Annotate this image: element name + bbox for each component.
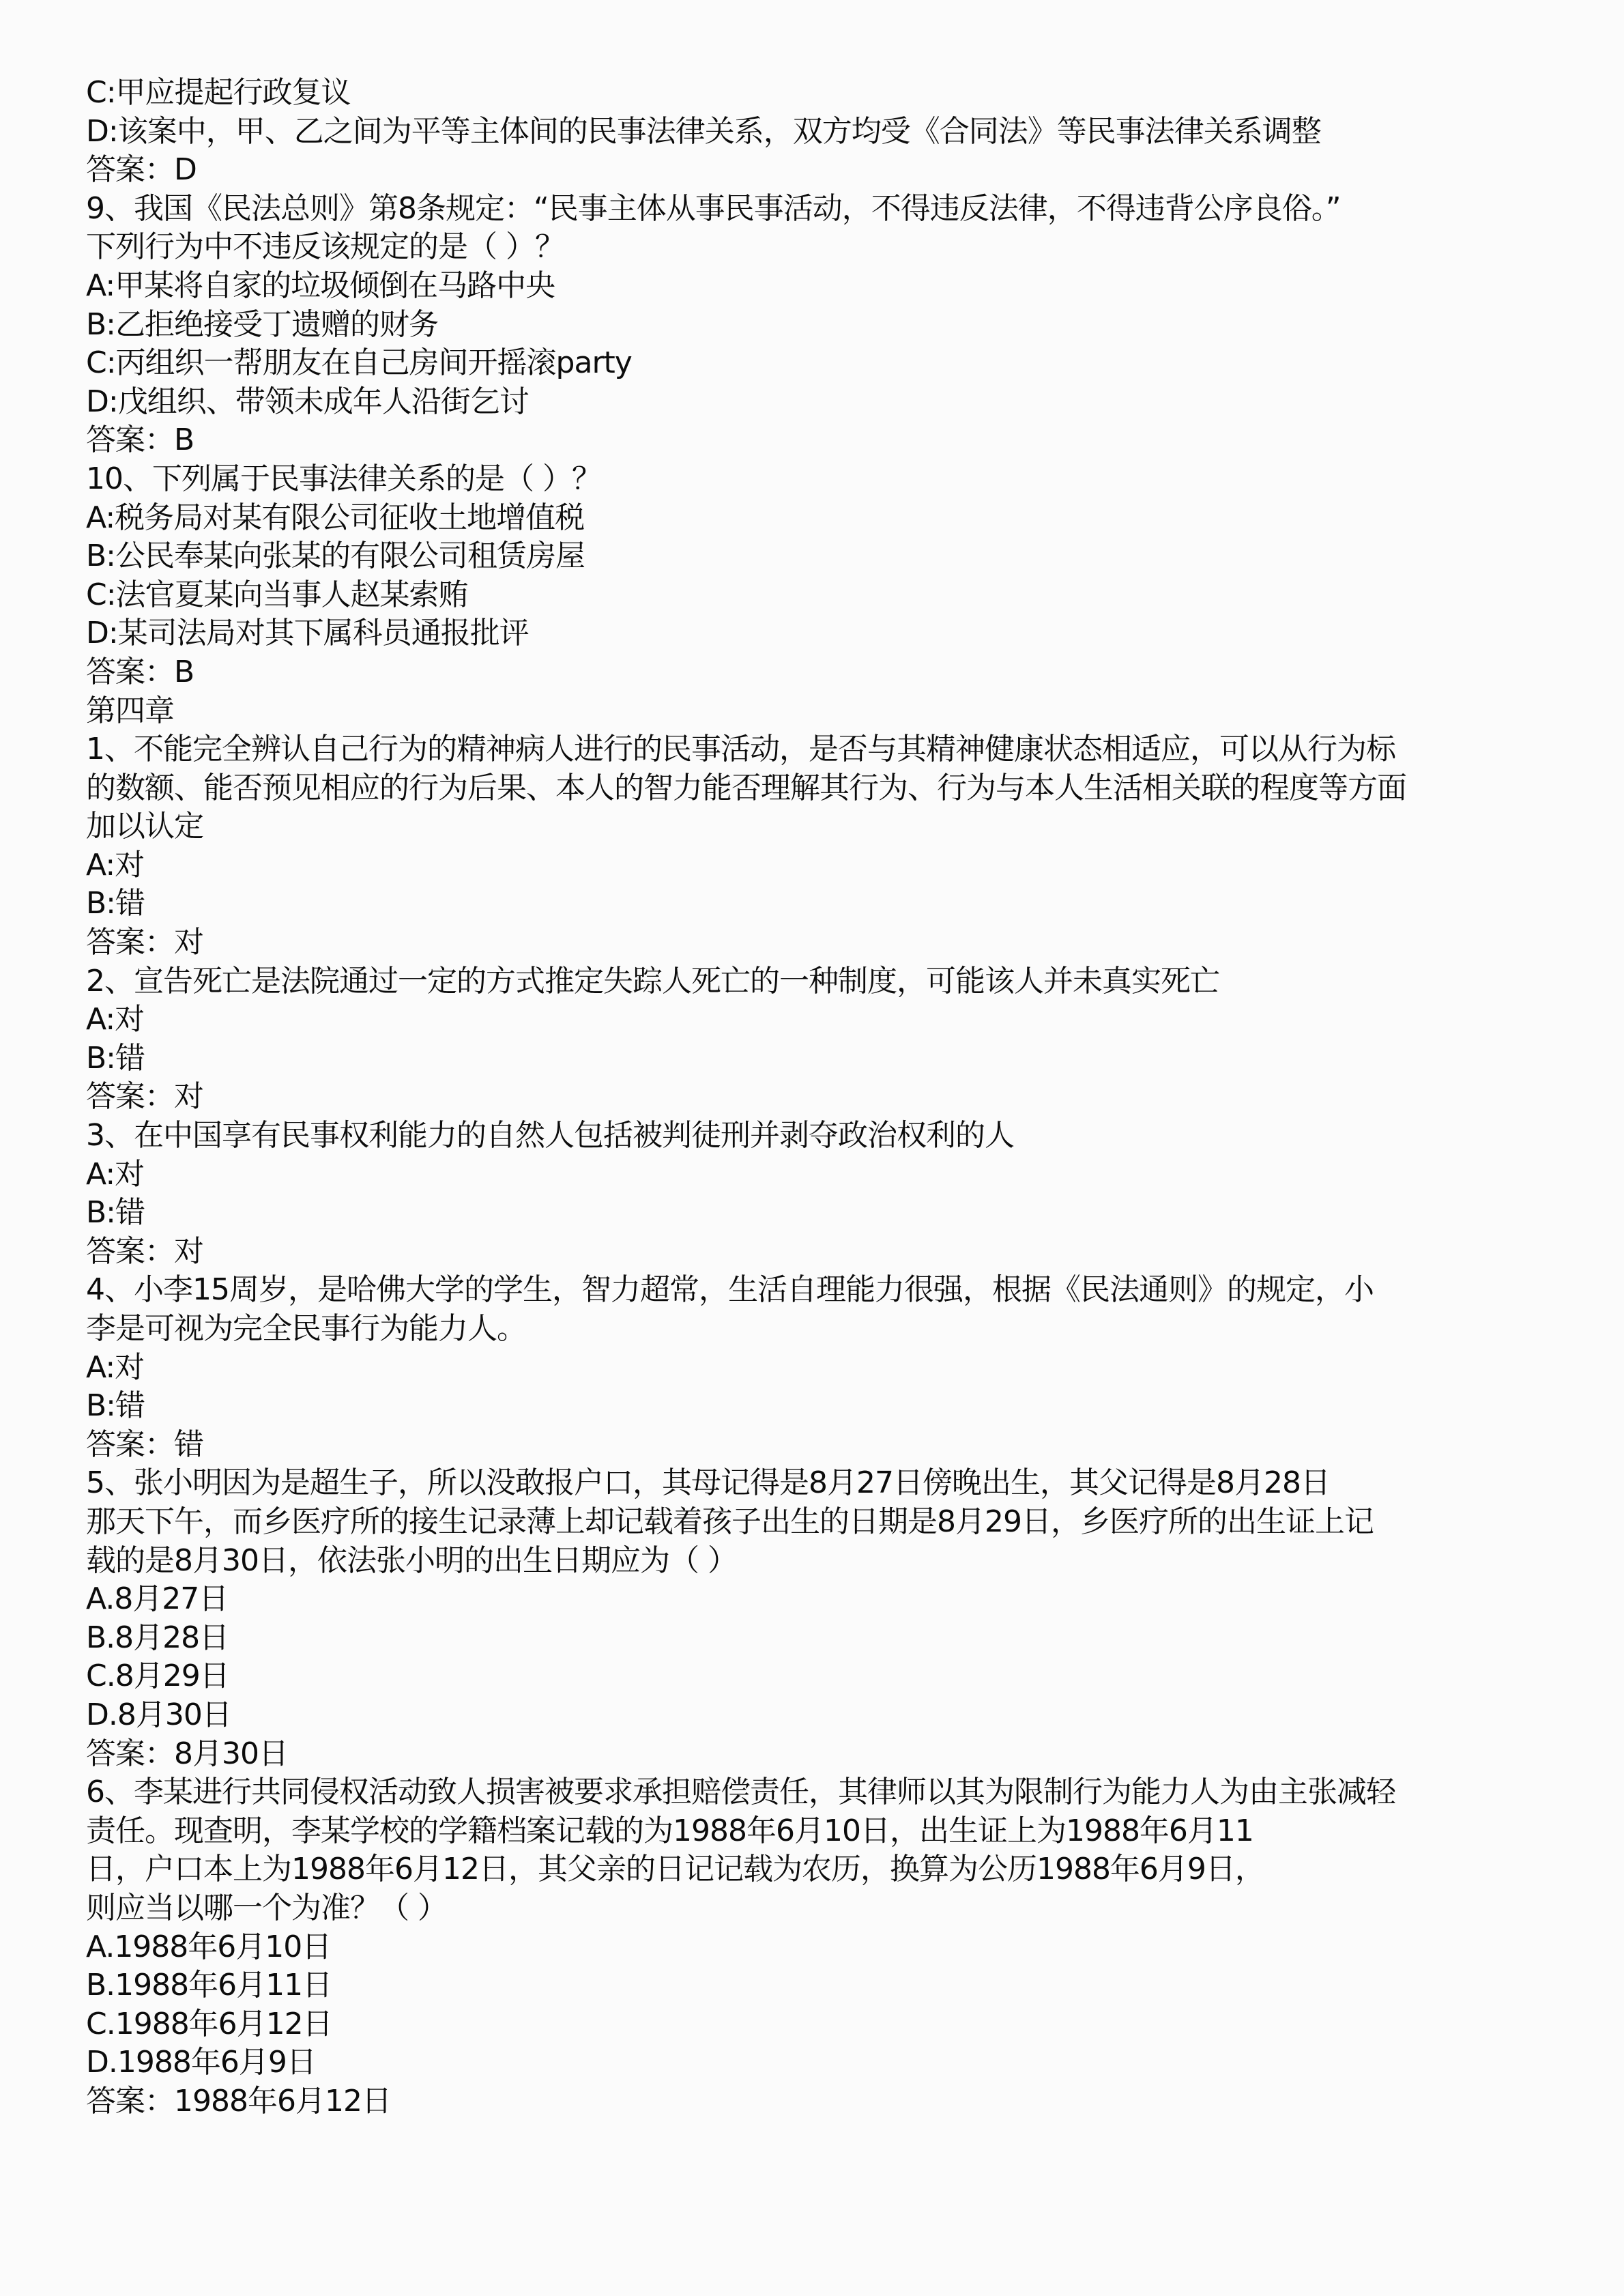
text-line: 答案：对 xyxy=(86,925,203,960)
text-line: 答案：D xyxy=(86,152,197,188)
text-line: 那天下午，而乡医疗所的接生记录薄上却记载着孩子出生的日期是8月29日，乡医疗所的出生证上记 xyxy=(86,1504,1374,1539)
text-line: C.1988年6月12日 xyxy=(86,2006,332,2041)
text-line: B:公民奉某向张某的有限公司租赁房屋 xyxy=(86,539,585,574)
text-line: A:税务局对某有限公司征收土地增值税 xyxy=(86,500,585,535)
text-line: 答案：B xyxy=(86,422,194,458)
text-line: D:该案中，甲、乙之间为平等主体间的民事法律关系，双方均受《合同法》等民事法律关系调整 xyxy=(86,113,1321,149)
text-line: B.8月28日 xyxy=(86,1620,229,1655)
text-line: 9、我国《民法总则》第8条规定：“民事主体从事民事活动，不得违反法律，不得违背公序良俗。” xyxy=(86,190,1341,226)
text-line: 答案：1988年6月12日 xyxy=(86,2083,391,2119)
text-line: B:错 xyxy=(86,886,145,921)
text-line: B:错 xyxy=(86,1388,145,1424)
text-line: 则应当以哪一个为准？（ ） xyxy=(86,1890,447,1925)
text-line: C:法官夏某向当事人赵某索贿 xyxy=(86,577,468,612)
text-line: 答案：B xyxy=(86,654,194,689)
text-line: C:丙组织一帮朋友在自己房间开摇滚party xyxy=(86,345,632,381)
text-line: 答案：8月30日 xyxy=(86,1736,288,1771)
text-line: B.1988年6月11日 xyxy=(86,1968,332,2003)
text-line: 答案：对 xyxy=(86,1233,203,1269)
text-line: B:乙拒绝接受丁遗赠的财务 xyxy=(86,306,439,342)
text-line: A:对 xyxy=(86,1349,145,1385)
text-line: 日，户口本上为1988年6月12日，其父亲的日记记载为农历，换算为公历1988年6月9日， xyxy=(86,1852,1264,1887)
text-line: 下列行为中不违反该规定的是（ ）？ xyxy=(86,229,564,265)
text-line: 加以认定 xyxy=(86,809,203,844)
text-line: A:对 xyxy=(86,1156,145,1192)
text-line: A.1988年6月10日 xyxy=(86,1929,332,1964)
text-line: D:某司法局对其下属科员通报批评 xyxy=(86,616,529,651)
text-line: 6、李某进行共同侵权活动致人损害被要求承担赔偿责任，其律师以其为限制行为能力人为由主张减轻 xyxy=(86,1775,1395,1810)
text-line: B:错 xyxy=(86,1195,145,1231)
text-line: 2、宣告死亡是法院通过一定的方式推定失踪人死亡的一种制度，可能该人并未真实死亡 xyxy=(86,963,1219,999)
text-line: C:甲应提起行政复议 xyxy=(86,75,351,110)
text-line: D:戊组织、带领未成年人沿街乞讨 xyxy=(86,384,529,419)
text-line: D.1988年6月9日 xyxy=(86,2045,316,2080)
text-line: 的数额、能否预见相应的行为后果、本人的智力能否理解其行为、行为与本人生活相关联的程度等方面 xyxy=(86,770,1406,805)
text-line: 李是可视为完全民事行为能力人。 xyxy=(86,1311,526,1346)
text-line: 第四章 xyxy=(86,693,174,728)
text-line: A.8月27日 xyxy=(86,1581,229,1617)
text-line: 10、下列属于民事法律关系的是（ ）？ xyxy=(86,461,601,496)
text-line: A:甲某将自家的垃圾倾倒在马路中央 xyxy=(86,268,555,303)
text-line: D.8月30日 xyxy=(86,1697,231,1732)
text-line: 责任。现查明，李某学校的学籍档案记载的为1988年6月10日，出生证上为1988年6月11 xyxy=(86,1813,1253,1848)
text-line: 5、张小明因为是超生子，所以没敢报户口，其母记得是8月27日傍晚出生，其父记得是8月28日 xyxy=(86,1465,1330,1501)
text-line: 载的是8月30日，依法张小明的出生日期应为（ ） xyxy=(86,1542,737,1578)
text-line: 答案：对 xyxy=(86,1079,203,1115)
text-line: A:对 xyxy=(86,847,145,882)
text-line: 答案：错 xyxy=(86,1426,203,1462)
text-line: 3、在中国享有民事权利能力的自然人包括被判徒刑并剥夺政治权利的人 xyxy=(86,1118,1014,1153)
text-line: 1、不能完全辨认自己行为的精神病人进行的民事活动，是否与其精神健康状态相适应，可以从行为标 xyxy=(86,732,1395,767)
text-line: B:错 xyxy=(86,1040,145,1076)
text-line: A:对 xyxy=(86,1002,145,1037)
document-page xyxy=(86,74,1574,2121)
text-line: C.8月29日 xyxy=(86,1659,229,1694)
text-line: 4、小李15周岁，是哈佛大学的学生，智力超常，生活自理能力很强，根据《民法通则》的规定，小 xyxy=(86,1272,1374,1308)
